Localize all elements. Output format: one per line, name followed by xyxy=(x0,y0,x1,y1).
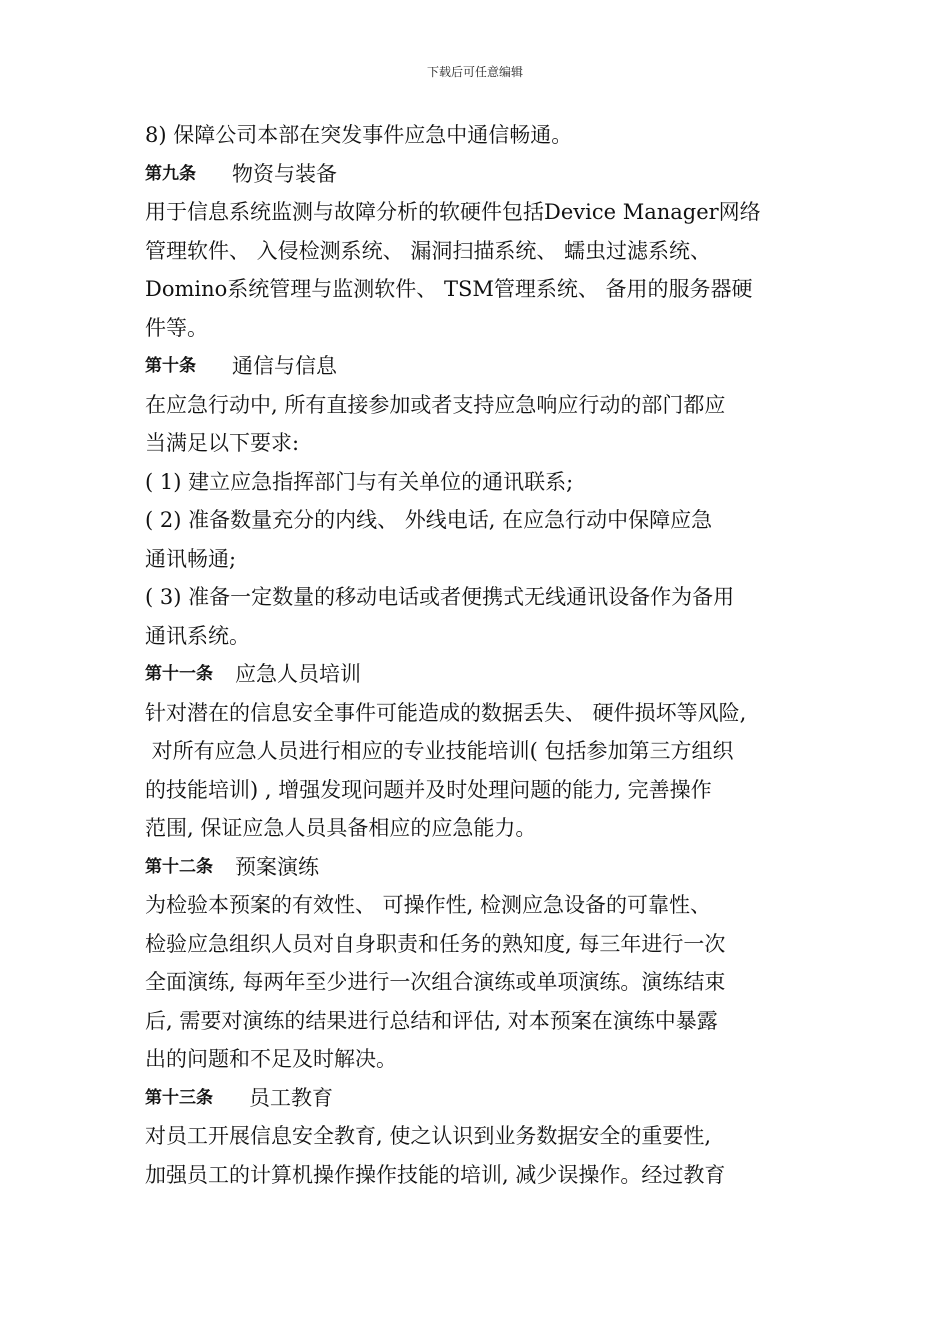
body-text-line: ( 2) 准备数量充分的内线、 外线电话, 在应急行动中保障应急 xyxy=(145,508,713,532)
body-text-line: ( 1) 建立应急指挥部门与有关单位的通讯联系; xyxy=(145,469,574,494)
body-text-line: 管理软件、 入侵检测系统、 漏洞扫描系统、 蠕虫过滤系统、 xyxy=(145,238,712,263)
body-text-line: 件等。 xyxy=(145,315,208,340)
article-title: 预案演练 xyxy=(235,854,319,879)
article-heading xyxy=(145,655,817,694)
body-text-line: 后, 需要对演练的结果进行总结和评估, 对本预案在演练中暴露 xyxy=(145,1008,718,1033)
body-text-line: 出的问题和不足及时解决。 xyxy=(145,1047,397,1071)
body-text-line: 加强员工的计算机操作操作技能的培训, 减少误操作。经过教育 xyxy=(145,1162,726,1187)
body-text-line: 为检验本预案的有效性、 可操作性, 检测应急设备的可靠性、 xyxy=(145,893,712,917)
page-header: 下载后可任意编辑 xyxy=(426,65,523,79)
body-text-line: 针对潜在的信息安全事件可能造成的数据丢失、 硬件损坏等风险, xyxy=(145,700,747,725)
body-text-line: 当满足以下要求: xyxy=(145,431,300,455)
body-text-line: 对员工开展信息安全教育, 使之认识到业务数据安全的重要性, xyxy=(145,1124,712,1148)
body-text-line: 在应急行动中, 所有直接参加或者支持应急响应行动的部门都应 xyxy=(145,392,726,417)
body-text-line: 检验应急组织人员对自身职责和任务的熟知度, 每三年进行一次 xyxy=(145,931,726,956)
body-text-line: 的技能培训) , 增强发现问题并及时处理问题的能力, 完善操作 xyxy=(145,777,712,802)
article-title: 通信与信息 xyxy=(232,354,337,378)
body-text-line: 用于信息系统监测与故障分析的软硬件包括Device Manager网络 xyxy=(145,200,761,224)
article-heading xyxy=(145,347,817,386)
body-text-line: ( 3) 准备一定数量的移动电话或者便携式无线通讯设备作为备用 xyxy=(145,585,735,609)
body-text-line: 范围, 保证应急人员具备相应的应急能力。 xyxy=(145,816,537,840)
document-body xyxy=(145,116,817,1194)
body-text-line: 全面演练, 每两年至少进行一次组合演练或单项演练。演练结束 xyxy=(145,970,726,994)
article-number: 第十条 xyxy=(145,356,196,376)
article-number: 第十三条 xyxy=(145,1087,213,1108)
article-heading xyxy=(145,155,817,194)
article-title: 应急人员培训 xyxy=(235,662,361,686)
body-text-line: 8) 保障公司本部在突发事件应急中通信畅通。 xyxy=(145,123,573,147)
body-text-line: 通讯系统。 xyxy=(145,623,250,648)
article-number: 第十一条 xyxy=(145,664,213,684)
body-text-line: 通讯畅通; xyxy=(145,546,237,571)
article-title: 物资与装备 xyxy=(232,161,337,186)
article-heading xyxy=(145,848,817,887)
article-heading xyxy=(145,1079,817,1118)
article-title: 员工教育 xyxy=(249,1085,333,1110)
body-text-line: Domino系统管理与监测软件、 TSM管理系统、 备用的服务器硬 xyxy=(145,277,753,301)
article-number: 第九条 xyxy=(145,163,196,184)
body-text-line: 对所有应急人员进行相应的专业技能培训( 包括参加第三方组织 xyxy=(145,739,734,763)
article-number: 第十二条 xyxy=(145,856,213,877)
